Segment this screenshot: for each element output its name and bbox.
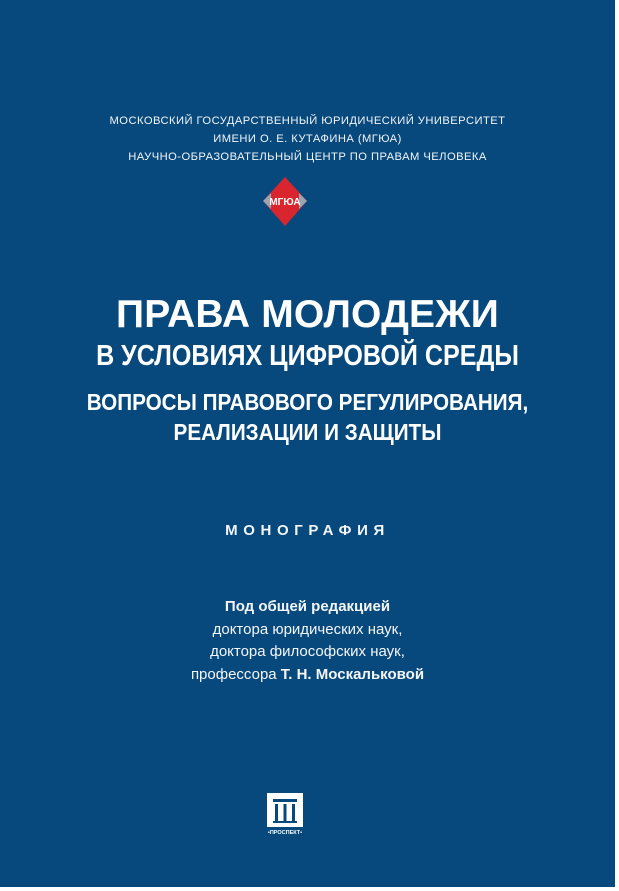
institution-line-1: МОСКОВСКИЙ ГОСУДАРСТВЕННЫЙ ЮРИДИЧЕСКИЙ УНИВЕРСИТЕТ [109,115,506,127]
editors-line-2: доктора юридических наук, [212,620,403,638]
title-line-1: ПРАВА МОЛОДЕЖИ [116,293,499,336]
subtitle-line-2: РЕАЛИЗАЦИИ И ЗАЩИТЫ [173,419,442,445]
institution-header [0,112,615,166]
publisher-name: •ПРОСПЕКТ• [267,830,303,835]
book-title [0,291,615,447]
prospekt-logo-icon [266,793,304,835]
editors-title-prefix: профессора [190,665,281,683]
editors-line-4 [0,664,615,687]
editors-line-1: Под общей редакцией [224,598,391,615]
editors-line-3: доктора философских наук, [210,643,405,660]
editor-name: Т. Н. Москальковой [280,665,425,683]
genre-label: МОНОГРАФИЯ [225,522,390,539]
mgua-logo-icon [259,173,311,229]
editors-block [0,596,615,686]
institution-line-2: ИМЕНИ О. Е. КУТАФИНА (МГЮА) [213,133,402,145]
institution-line-3: НАУЧНО-ОБРАЗОВАТЕЛЬНЫЙ ЦЕНТР ПО ПРАВАМ ЧЕЛОВЕКА [128,151,487,163]
subtitle-line-1: ВОПРОСЫ ПРАВОВОГО РЕГУЛИРОВАНИЯ, [86,389,529,415]
logo-text: МГЮА [269,197,301,208]
title-line-2: В УСЛОВИЯХ ЦИФРОВОЙ СРЕДЫ [96,340,519,372]
